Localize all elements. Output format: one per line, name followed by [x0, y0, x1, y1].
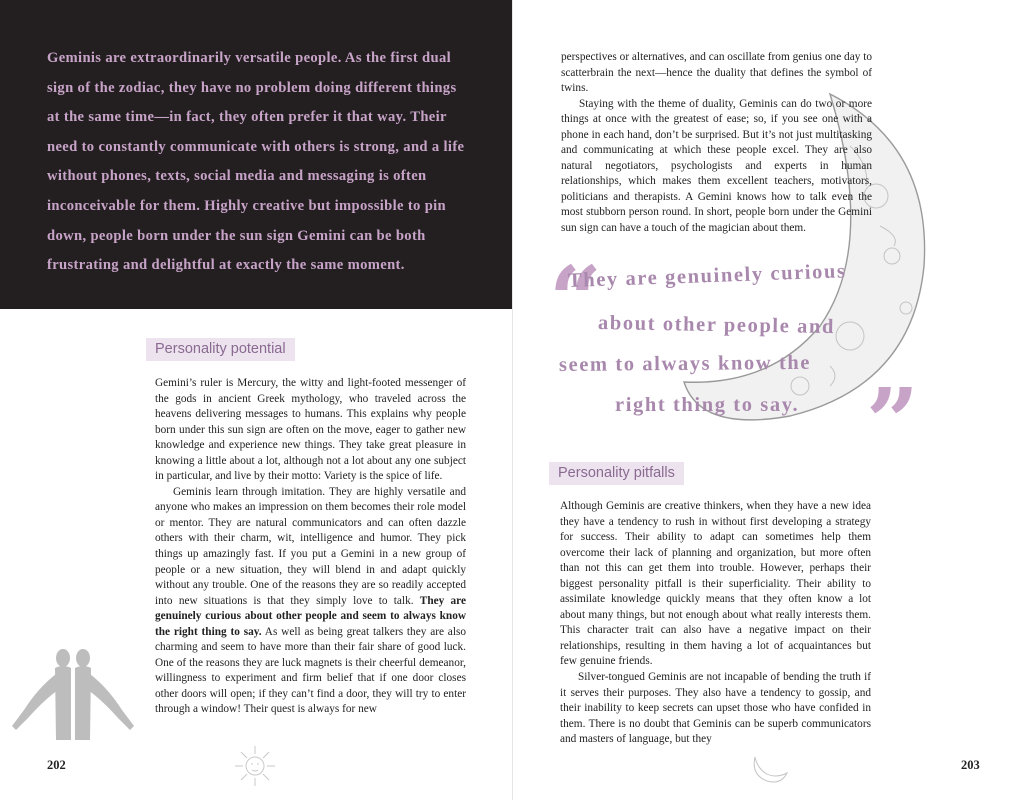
pull-quote-line: about other people and [597, 312, 836, 339]
paragraph: Gemini’s ruler is Mercury, the witty and light-footed messenger of the gods in ancient Greek mythology, who traveled across the heavens delivering messages to humans. This explains why people born under this sun sign are often on the move, eager to gather new knowledge and experience new things. They take great pleasure in knowing a little about a lot, although not a lot about any one subject in particular, and live by their motto: Variety is the spice of life. [155, 377, 466, 483]
section-heading-personality-pitfalls: Personality pitfalls [549, 462, 684, 485]
intro-panel [0, 0, 512, 309]
paragraph [155, 485, 466, 718]
pull-quote-line: seem to always know the [558, 351, 812, 376]
right-body-text-bottom [560, 499, 871, 748]
left-body-text [155, 376, 466, 718]
paragraph-text: Geminis learn through imitation. They are highly versatile and anyone who makes an impression on them becomes their role model or mentor. They are natural communicators and can often dazzle others with their charm, wit, intelligence and humor. They pick things up amazingly fast. If you put a Gemini in a new group of people or a new situation, they will blend in and adapt quickly without any trouble. One of the reasons they are so readily accepted into new situations is that they simply love to talk. [155, 485, 466, 607]
highlighted-quote-text: They are genuinely curious about other people and seem to always know the right thing to say. [155, 594, 466, 638]
sun-face-icon [233, 744, 277, 788]
page-number: 203 [961, 758, 980, 772]
page-number: 202 [47, 758, 66, 772]
gemini-twins-figure-icon [8, 648, 138, 740]
paragraph-text: As well as being great talkers they are also charming and seem to have more than their fair share of good luck. One of the reasons they are luck magnets is their cheerful demeanor, willingness to experiment and firm belief that if one door closes other doors will open; if they can’t find a door, they will try to enter through a window! Their quest is always for new [155, 625, 466, 716]
pull-quote-line: They are genuinely curious [567, 260, 847, 292]
right-body-text-top [561, 50, 872, 237]
intro-text: Geminis are extraordinarily versatile people. As the first dual sign of the zodiac, they have no problem doing different things at the same time—in fact, they often prefer it that way. Their need to constantly communicate with others is strong, and a life without phones, texts, social media and messaging is often inconceivable for them. Highly creative but impossible to pin down, people born under the sun sign Gemini can be both frustrating and delightful at exactly the same moment. [47, 50, 465, 274]
paragraph: Staying with the theme of duality, Geminis can do two or more things at once with the greatest of ease; so, if you see one with a phone in each hand, don’t be surprised. But it’s not just multitasking and communicating at which these people excel. They are also natural negotiators, psychologists and experts in human relationships, which makes them excellent teachers, motivators, politicians and therapists. A Gemini knows how to talk even the most stubborn person round. In short, people born under the Gemini sun sign can have a touch of the magician about them. [561, 97, 872, 235]
pull-quote-line: right thing to say. [615, 394, 800, 416]
paragraph: Although Geminis are creative thinkers, when they have a new idea they have a tendency to rush in without first developing a strategy for success. Their ability to adapt can sometimes help them overcome their lack of planning and organization, but more often than not this can get them into trouble. However, perhaps their biggest personality pitfall is their superficiality. Their ability to assimilate knowledge quickly means that they often know a lot about many things, but not enough about what really interests them. This character trait can also have a negative impact on their relationships, resulting in them having a lot of acquaintances but few genuine friends. [560, 500, 871, 668]
close-quote-mark: ” [866, 368, 919, 476]
left-page [0, 0, 512, 800]
open-quote-mark: “ [549, 246, 602, 354]
section-heading-personality-potential: Personality potential [146, 338, 295, 361]
right-page [513, 0, 1025, 800]
small-crescent-moon-icon [749, 753, 789, 785]
paragraph: perspectives or alternatives, and can oscillate from genius one day to scatterbrain the next—hence the duality that defines the symbol of twins. [561, 51, 872, 95]
paragraph: Silver-tongued Geminis are not incapable of bending the truth if it serves their purposes. They also have a tendency to gossip, and their inability to keep secrets can upset those who have confided in them. There is no doubt that Geminis can be superb communicators and masters of language, but they [560, 671, 871, 746]
